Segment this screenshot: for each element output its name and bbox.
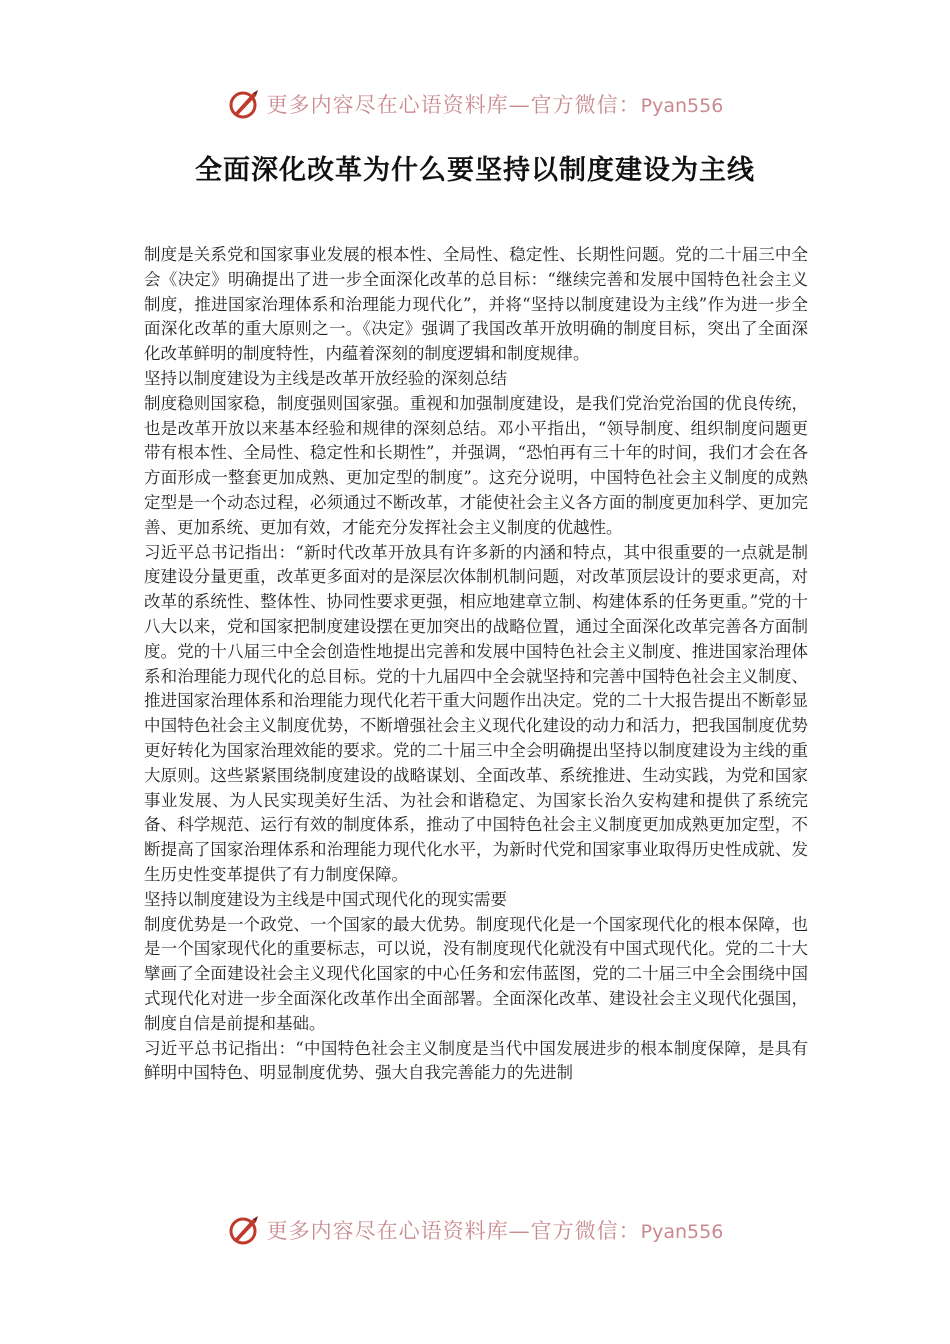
section-heading-1: 坚持以制度建设为主线是改革开放经验的深刻总结 xyxy=(144,368,507,388)
paragraph-4: 习近平总书记指出：“中国特色社会主义制度是当代中国发展进步的根本制度保障，是具有鲜明中国特色、明显制度优势、强大自我完善能力的先进制 xyxy=(144,1038,808,1083)
document-body xyxy=(144,243,808,1086)
paragraph-3: 制度优势是一个政党、一个国家的最大优势。制度现代化是一个国家现代化的根本保障，也是一个国家现代化的重要标志，可以说，没有制度现代化就没有中国式现代化。党的二十大擘画了全面建设社会主义现代化国家的中心任务和宏伟蓝图，党的二十届三中全会围绕中国式现代化对进一步全面深化改革作出全面部署。全面深化改革、建设社会主义现代化强国，制度自信是前提和基础。 xyxy=(144,914,808,1033)
paragraph-2: 习近平总书记指出：“新时代改革开放具有许多新的内涵和特点，其中很重要的一点就是制度建设分量更重，改革更多面对的是深层次体制机制问题，对改革顶层设计的要求更高，对改革的系统性、整体性、协同性要求更强，相应地建章立制、构建体系的任务更重。”党的十八大以来，党和国家把制度建设摆在更加突出的战略位置，通过全面深化改革完善各方面制度。党的十八届三中全会创造性地提出完善和发展中国特色社会主义制度、推进国家治理体系和治理能力现代化的总目标。党的十九届四中全会就坚持和完善中国特色社会主义制度、推进国家治理体系和治理能力现代化若干重大问题作出决定。党的二十大报告提出不断彰显中国特色社会主义制度优势，不断增强社会主义现代化建设的动力和活力，把我国制度优势更好转化为国家治理效能的要求。党的二十届三中全会明确提出坚持以制度建设为主线的重大原则。这些紧紧围绕制度建设的战略谋划、全面改革、系统推进、生动实践，为党和国家事业发展、为人民实现美好生活、为社会和谐稳定、为国家长治久安构建和提供了系统完备、科学规范、运行有效的制度体系，推动了中国特色社会主义制度更加成熟更加定型，不断提高了国家治理体系和治理能力现代化水平，为新时代党和国家事业取得历史性成就、发生历史性变革提供了有力制度保障。 xyxy=(144,542,808,884)
paragraph-1: 制度稳则国家稳，制度强则国家强。重视和加强制度建设，是我们党治党治国的优良传统，也是改革开放以来基本经验和规律的深刻总结。邓小平指出，“领导制度、组织制度问题更带有根本性、全局性、稳定性和长期性”，并强调，“恐怕再有三十年的时间，我们才会在各方面形成一整套更加成熟、更加定型的制度”。这充分说明，中国特色社会主义制度的成熟定型是一个动态过程，必须通过不断改革，才能使社会主义各方面的制度更加科学、更加完善、更加系统、更加有效，才能充分发挥社会主义制度的优越性。 xyxy=(144,393,808,537)
watermark-banner-bottom xyxy=(0,1210,950,1250)
document-title: 全面深化改革为什么要坚持以制度建设为主线 xyxy=(195,155,755,186)
brush-logo-icon xyxy=(227,1213,261,1247)
brush-logo-icon xyxy=(227,87,261,121)
watermark-text: 更多内容尽在心语资料库—官方微信：Pyan556 xyxy=(266,1219,724,1243)
section-heading-2: 坚持以制度建设为主线是中国式现代化的现实需要 xyxy=(144,889,507,909)
watermark-text: 更多内容尽在心语资料库—官方微信：Pyan556 xyxy=(266,93,724,117)
watermark-banner-top xyxy=(0,84,950,124)
paragraph-intro: 制度是关系党和国家事业发展的根本性、全局性、稳定性、长期性问题。党的二十届三中全会《决定》明确提出了进一步全面深化改革的总目标：“继续完善和发展中国特色社会主义制度，推进国家治理体系和治理能力现代化”，并将“坚持以制度建设为主线”作为进一步全面深化改革的重大原则之一。《决定》强调了我国改革开放明确的制度目标，突出了全面深化改革鲜明的制度特性，内蕴着深刻的制度逻辑和制度规律。 xyxy=(144,245,808,364)
